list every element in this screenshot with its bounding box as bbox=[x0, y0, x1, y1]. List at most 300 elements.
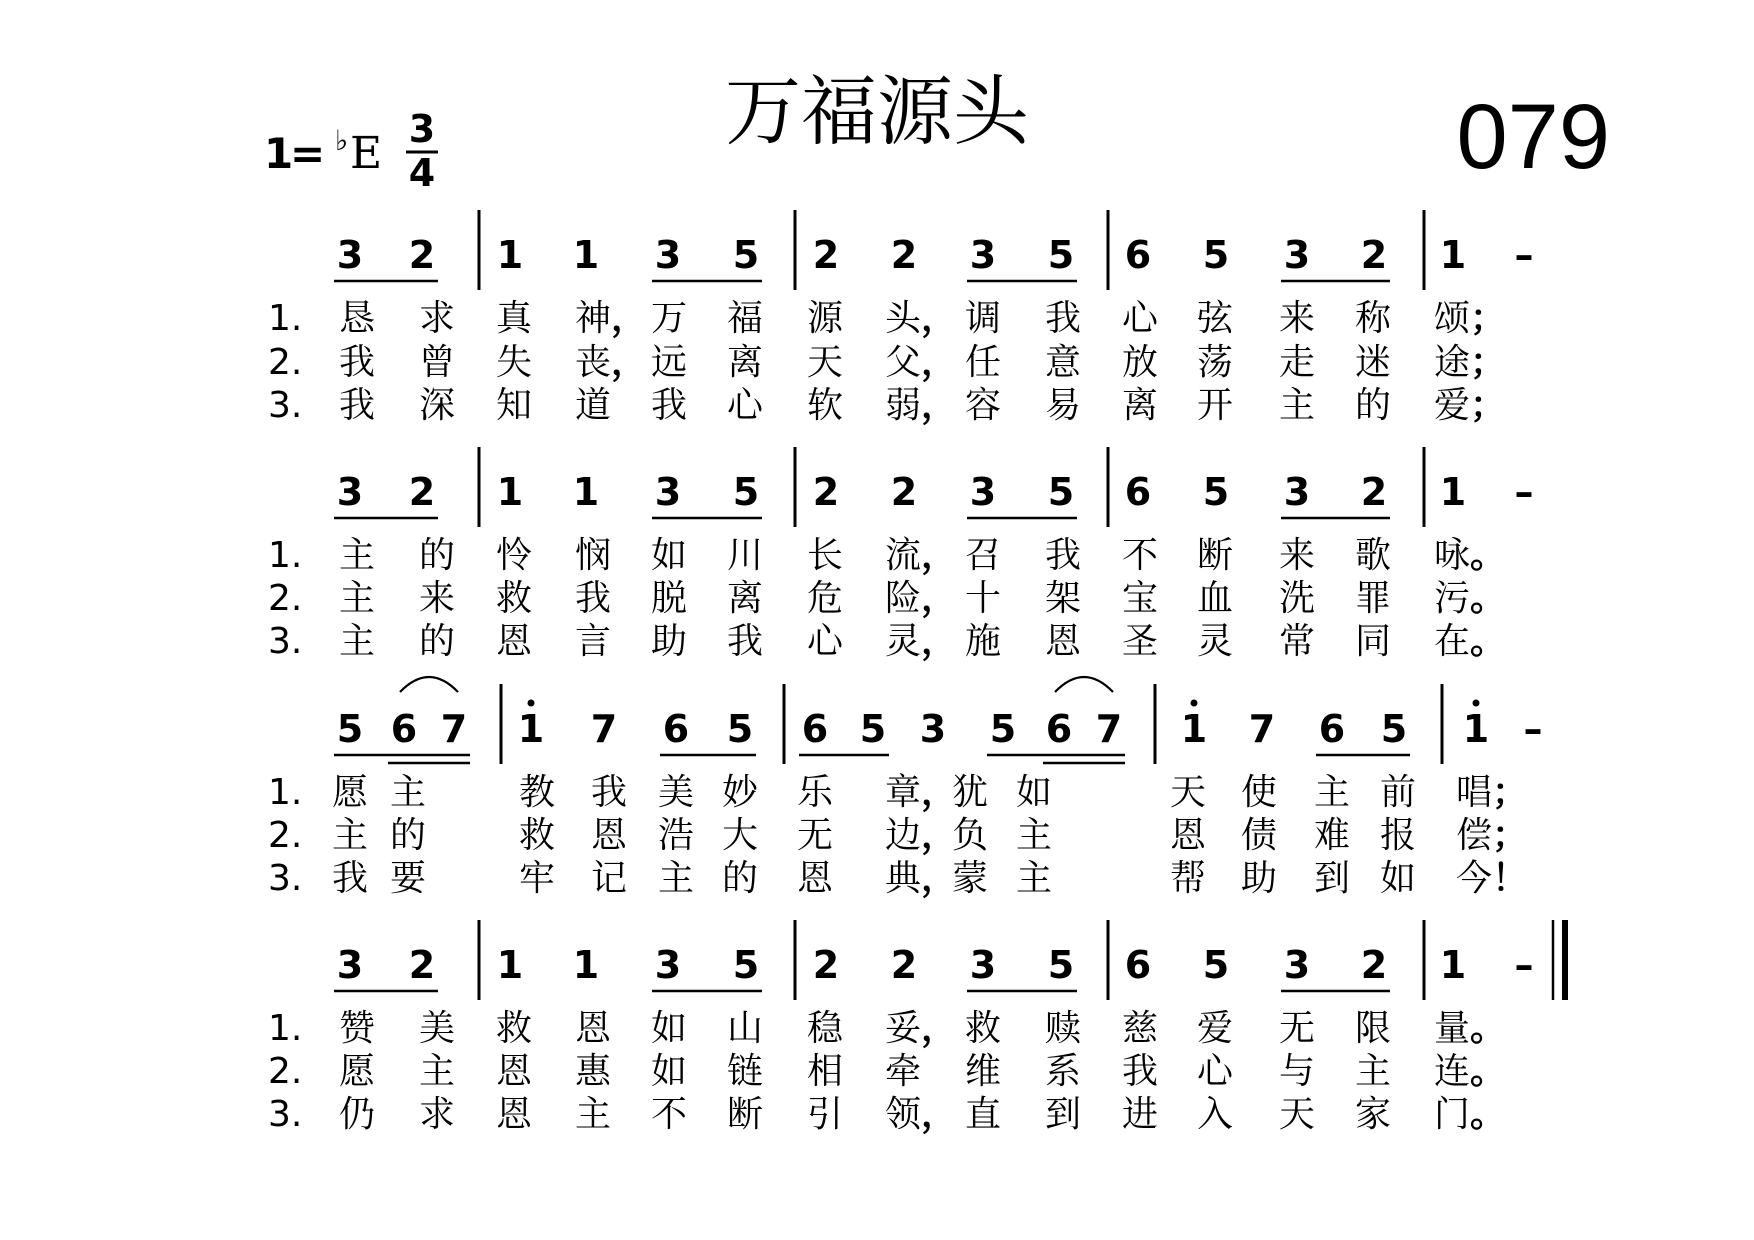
lyric-character: 主 bbox=[338, 578, 376, 619]
song-title: 万福源头 bbox=[725, 67, 1029, 156]
lyric-character: 典 bbox=[884, 858, 922, 899]
time-signature-unit: 4 bbox=[408, 151, 436, 195]
lyric-character: 弦 bbox=[1196, 298, 1234, 339]
note: 5 bbox=[1047, 233, 1075, 277]
lyric-character: 限 bbox=[1354, 1008, 1392, 1049]
note: 7 bbox=[440, 707, 468, 751]
lyric-character: 失 bbox=[495, 342, 533, 383]
score-system bbox=[268, 447, 1534, 662]
note: 6 bbox=[662, 707, 690, 751]
lyric-character: 来 bbox=[1278, 298, 1316, 339]
lyric-line bbox=[268, 578, 1506, 619]
note: 6 bbox=[1318, 707, 1346, 751]
lyric-punctuation: ， bbox=[921, 535, 958, 576]
lyric-punctuation: ， bbox=[921, 1008, 958, 1049]
lyric-character: 引 bbox=[806, 1094, 844, 1135]
lyric-character: 言 bbox=[574, 621, 612, 662]
note: 2 bbox=[812, 943, 840, 987]
lyric-character: 无 bbox=[796, 815, 834, 856]
lyric-line bbox=[268, 858, 1528, 899]
lyric-character: 长 bbox=[806, 535, 844, 576]
lyric-character: 危 bbox=[806, 578, 844, 619]
key-note: E bbox=[350, 128, 383, 179]
lyric-character: 我 bbox=[590, 772, 628, 813]
note-sustain-dash: – bbox=[1514, 470, 1534, 514]
note: 5 bbox=[989, 707, 1017, 751]
lyric-line bbox=[268, 621, 1506, 662]
lyric-character: 任 bbox=[964, 342, 1002, 383]
key-equals: = bbox=[290, 129, 326, 178]
note: 2 bbox=[890, 233, 918, 277]
lyric-character: 我 bbox=[650, 385, 688, 426]
lyric-character: 牵 bbox=[884, 1051, 922, 1092]
lyric-character: 恩 bbox=[495, 621, 533, 662]
lyric-character: 架 bbox=[1044, 578, 1082, 619]
slur-mark bbox=[1055, 677, 1113, 692]
lyric-character: 教 bbox=[518, 772, 556, 813]
verse-number: 2. bbox=[268, 342, 303, 383]
score-system bbox=[268, 677, 1543, 899]
lyric-character: 在 bbox=[1433, 621, 1471, 662]
lyric-character: 走 bbox=[1278, 342, 1316, 383]
lyric-character: 离 bbox=[1121, 385, 1159, 426]
note: 5 bbox=[859, 707, 887, 751]
note: 3 bbox=[1283, 233, 1311, 277]
lyric-character: 天 bbox=[806, 342, 844, 383]
lyric-character: 救 bbox=[518, 815, 556, 856]
lyric-character: 恳 bbox=[338, 298, 376, 339]
note: 5 bbox=[732, 470, 760, 514]
lyric-character: 流 bbox=[884, 535, 922, 576]
lyric-character: 救 bbox=[964, 1008, 1002, 1049]
lyric-character: 意 bbox=[1044, 342, 1082, 383]
lyric-character: 来 bbox=[1278, 535, 1316, 576]
lyric-punctuation: 。 bbox=[1470, 621, 1507, 662]
note: 1 bbox=[1462, 707, 1490, 751]
lyric-character: 无 bbox=[1278, 1008, 1316, 1049]
lyric-character: 脱 bbox=[650, 578, 688, 619]
lyric-character: 血 bbox=[1196, 578, 1234, 619]
lyric-character: 如 bbox=[650, 1008, 688, 1049]
lyric-character: 我 bbox=[726, 621, 764, 662]
lyric-character: 心 bbox=[726, 385, 764, 426]
lyric-character: 求 bbox=[418, 298, 456, 339]
lyric-character: 知 bbox=[495, 385, 533, 426]
note: 2 bbox=[408, 943, 436, 987]
lyric-character: 债 bbox=[1240, 815, 1278, 856]
lyric-character: 今 bbox=[1455, 858, 1493, 899]
note: 6 bbox=[1124, 470, 1152, 514]
lyric-character: 愿 bbox=[338, 1051, 376, 1092]
lyric-character: 门 bbox=[1433, 1094, 1471, 1135]
octave-dot bbox=[528, 700, 535, 707]
note: 7 bbox=[590, 707, 618, 751]
lyric-character: 天 bbox=[1169, 772, 1207, 813]
lyric-character: 称 bbox=[1354, 298, 1392, 339]
lyric-character: 迷 bbox=[1354, 342, 1392, 383]
lyric-character: 主 bbox=[338, 621, 376, 662]
lyric-character: 如 bbox=[1379, 858, 1417, 899]
note-sustain-dash: – bbox=[1523, 707, 1543, 751]
note: 3 bbox=[1283, 943, 1311, 987]
note: 5 bbox=[726, 707, 754, 751]
note: 1 bbox=[572, 233, 600, 277]
note: 6 bbox=[801, 707, 829, 751]
lyric-character: 牢 bbox=[518, 858, 556, 899]
note: 3 bbox=[919, 707, 947, 751]
lyric-character: 美 bbox=[418, 1008, 456, 1049]
lyric-character: 歌 bbox=[1354, 535, 1392, 576]
note: 5 bbox=[1380, 707, 1408, 751]
lyric-character: 心 bbox=[1196, 1051, 1234, 1092]
lyric-punctuation: ； bbox=[1492, 772, 1529, 813]
lyric-character: 恩 bbox=[1044, 621, 1082, 662]
note-sustain-dash: – bbox=[1514, 943, 1534, 987]
lyric-character: 主 bbox=[1015, 815, 1053, 856]
note: 3 bbox=[336, 470, 364, 514]
lyric-character: 我 bbox=[1044, 298, 1082, 339]
verse-number: 1. bbox=[268, 535, 303, 576]
note: 1 bbox=[572, 470, 600, 514]
lyric-character: 要 bbox=[389, 858, 427, 899]
lyric-character: 前 bbox=[1379, 772, 1417, 813]
lyric-character: 妙 bbox=[721, 772, 759, 813]
lyric-punctuation: ， bbox=[921, 858, 958, 899]
lyric-character: 不 bbox=[650, 1094, 688, 1135]
lyric-character: 求 bbox=[418, 1094, 456, 1135]
lyric-character: 主 bbox=[657, 858, 695, 899]
lyric-punctuation: ， bbox=[921, 772, 958, 813]
lyric-character: 万 bbox=[650, 298, 688, 339]
lyric-character: 悯 bbox=[574, 535, 612, 576]
lyric-character: 断 bbox=[726, 1094, 764, 1135]
lyric-punctuation: ， bbox=[921, 298, 958, 339]
lyric-character: 唱 bbox=[1455, 772, 1493, 813]
lyric-character: 恩 bbox=[590, 815, 628, 856]
lyric-character: 相 bbox=[806, 1051, 844, 1092]
note: 1 bbox=[1180, 707, 1208, 751]
lyric-character: 报 bbox=[1379, 815, 1417, 856]
key-flat-sign: ♭ bbox=[335, 124, 349, 157]
verse-number: 3. bbox=[268, 385, 303, 426]
lyric-character: 恩 bbox=[495, 1051, 533, 1092]
note: 5 bbox=[732, 233, 760, 277]
note: 1 bbox=[496, 943, 524, 987]
note: 5 bbox=[1202, 943, 1230, 987]
lyric-character: 蒙 bbox=[951, 858, 989, 899]
note: 3 bbox=[969, 943, 997, 987]
score-system bbox=[268, 210, 1534, 426]
lyric-character: 到 bbox=[1313, 858, 1351, 899]
lyric-character: 助 bbox=[650, 621, 688, 662]
note: 3 bbox=[336, 233, 364, 277]
key-signature bbox=[264, 124, 382, 179]
lyric-character: 我 bbox=[338, 342, 376, 383]
lyric-character: 主 bbox=[1354, 1051, 1392, 1092]
lyric-character: 主 bbox=[1278, 385, 1316, 426]
verse-number: 1. bbox=[268, 772, 303, 813]
lyric-character: 乐 bbox=[796, 772, 834, 813]
lyric-character: 入 bbox=[1196, 1094, 1234, 1135]
lyric-punctuation: ， bbox=[921, 342, 958, 383]
note: 2 bbox=[1360, 943, 1388, 987]
key-tonic: 1 bbox=[264, 129, 294, 178]
lyric-character: 惠 bbox=[574, 1051, 612, 1092]
lyric-character: 章 bbox=[884, 772, 922, 813]
lyric-punctuation: ， bbox=[611, 342, 648, 383]
lyric-line bbox=[268, 385, 1506, 426]
lyric-character: 链 bbox=[726, 1051, 764, 1092]
lyric-punctuation: ； bbox=[1470, 342, 1507, 383]
octave-dot bbox=[1473, 700, 1480, 707]
lyric-character: 离 bbox=[726, 578, 764, 619]
lyric-character: 不 bbox=[1121, 535, 1159, 576]
lyric-character: 赎 bbox=[1044, 1008, 1082, 1049]
lyric-character: 妥 bbox=[884, 1008, 922, 1049]
lyric-character: 如 bbox=[650, 1051, 688, 1092]
verse-number: 3. bbox=[268, 1094, 303, 1135]
lyric-punctuation: ， bbox=[921, 385, 958, 426]
lyric-character: 我 bbox=[338, 385, 376, 426]
score-systems bbox=[268, 210, 1565, 1135]
lyric-character: 开 bbox=[1196, 385, 1234, 426]
lyric-character: 主 bbox=[574, 1094, 612, 1135]
lyric-character: 灵 bbox=[1196, 621, 1234, 662]
lyric-character: 主 bbox=[331, 815, 369, 856]
lyric-character: 咏 bbox=[1433, 535, 1471, 576]
lyric-character: 与 bbox=[1278, 1051, 1316, 1092]
note: 3 bbox=[969, 470, 997, 514]
lyric-punctuation: 。 bbox=[1470, 578, 1507, 619]
lyric-character: 赞 bbox=[338, 1008, 376, 1049]
lyric-character: 同 bbox=[1354, 621, 1392, 662]
lyric-character: 圣 bbox=[1121, 621, 1159, 662]
lyric-character: 的 bbox=[389, 815, 427, 856]
lyric-character: 主 bbox=[418, 1051, 456, 1092]
note: 2 bbox=[812, 233, 840, 277]
note: 6 bbox=[1124, 233, 1152, 277]
lyric-line bbox=[268, 298, 1506, 339]
lyric-character: 仍 bbox=[338, 1094, 376, 1135]
note: 6 bbox=[390, 707, 418, 751]
lyric-line bbox=[268, 1094, 1506, 1135]
lyric-character: 边 bbox=[884, 815, 922, 856]
lyric-character: 的 bbox=[1354, 385, 1392, 426]
lyric-punctuation: ， bbox=[921, 815, 958, 856]
lyric-character: 我 bbox=[331, 858, 369, 899]
lyric-character: 险 bbox=[884, 578, 922, 619]
lyric-punctuation: ， bbox=[921, 578, 958, 619]
lyric-character: 大 bbox=[721, 815, 759, 856]
lyric-character: 途 bbox=[1433, 342, 1471, 383]
note: 2 bbox=[890, 470, 918, 514]
note: 1 bbox=[1439, 943, 1467, 987]
lyric-character: 真 bbox=[495, 298, 533, 339]
verse-number: 3. bbox=[268, 858, 303, 899]
lyric-character: 恩 bbox=[796, 858, 834, 899]
lyric-character: 救 bbox=[495, 578, 533, 619]
note: 3 bbox=[1283, 470, 1311, 514]
octave-dot bbox=[1191, 700, 1198, 707]
lyric-character: 恩 bbox=[574, 1008, 612, 1049]
lyric-character: 的 bbox=[721, 858, 759, 899]
lyric-character: 的 bbox=[418, 621, 456, 662]
note: 5 bbox=[1047, 943, 1075, 987]
note: 3 bbox=[654, 943, 682, 987]
lyric-punctuation: ； bbox=[1470, 298, 1507, 339]
lyric-character: 心 bbox=[1121, 298, 1159, 339]
lyric-character: 十 bbox=[964, 578, 1002, 619]
lyric-character: 怜 bbox=[495, 535, 533, 576]
lyric-line bbox=[268, 342, 1506, 383]
lyric-character: 神 bbox=[574, 298, 612, 339]
lyric-character: 荡 bbox=[1196, 342, 1234, 383]
lyric-punctuation: ； bbox=[1492, 815, 1529, 856]
lyric-character: 系 bbox=[1044, 1051, 1082, 1092]
lyric-character: 施 bbox=[964, 621, 1002, 662]
lyric-punctuation: 。 bbox=[1470, 1051, 1507, 1092]
lyric-character: 到 bbox=[1044, 1094, 1082, 1135]
lyric-punctuation: ！ bbox=[1492, 858, 1529, 899]
lyric-character: 常 bbox=[1278, 621, 1316, 662]
note-sustain-dash: – bbox=[1514, 233, 1534, 277]
lyric-punctuation: 。 bbox=[1470, 1094, 1507, 1135]
lyric-punctuation: 。 bbox=[1470, 1008, 1507, 1049]
lyric-character: 浩 bbox=[657, 815, 695, 856]
lyric-character: 救 bbox=[495, 1008, 533, 1049]
lyric-line bbox=[268, 815, 1528, 856]
lyric-character: 犹 bbox=[951, 772, 989, 813]
lyric-character: 道 bbox=[574, 385, 612, 426]
lyric-character: 直 bbox=[964, 1094, 1002, 1135]
note: 2 bbox=[812, 470, 840, 514]
lyric-character: 领 bbox=[884, 1094, 922, 1135]
lyric-line bbox=[268, 772, 1528, 813]
lyric-character: 灵 bbox=[884, 621, 922, 662]
note: 1 bbox=[517, 707, 545, 751]
verse-number: 3. bbox=[268, 621, 303, 662]
lyric-character: 弱 bbox=[884, 385, 922, 426]
lyric-character: 父 bbox=[884, 342, 922, 383]
slur-mark bbox=[400, 677, 458, 692]
note: 7 bbox=[1095, 707, 1123, 751]
lyric-punctuation: ， bbox=[921, 1094, 958, 1135]
note: 3 bbox=[969, 233, 997, 277]
note: 2 bbox=[408, 470, 436, 514]
lyric-character: 的 bbox=[418, 535, 456, 576]
lyric-character: 远 bbox=[650, 342, 688, 383]
lyric-character: 天 bbox=[1278, 1094, 1316, 1135]
lyric-character: 我 bbox=[1044, 535, 1082, 576]
note: 6 bbox=[1045, 707, 1073, 751]
lyric-character: 曾 bbox=[418, 342, 456, 383]
note: 5 bbox=[732, 943, 760, 987]
lyric-character: 罪 bbox=[1354, 578, 1392, 619]
note: 7 bbox=[1248, 707, 1276, 751]
lyric-character: 头 bbox=[884, 298, 922, 339]
lyric-character: 帮 bbox=[1169, 858, 1207, 899]
lyric-character: 颂 bbox=[1433, 298, 1471, 339]
lyric-line bbox=[268, 1008, 1506, 1049]
lyric-character: 山 bbox=[726, 1008, 764, 1049]
note: 1 bbox=[496, 233, 524, 277]
lyric-character: 记 bbox=[590, 858, 628, 899]
note: 3 bbox=[336, 943, 364, 987]
lyric-character: 主 bbox=[338, 535, 376, 576]
note: 2 bbox=[408, 233, 436, 277]
lyric-character: 连 bbox=[1433, 1051, 1471, 1092]
lyric-character: 污 bbox=[1433, 578, 1471, 619]
lyric-character: 量 bbox=[1433, 1008, 1471, 1049]
verse-number: 1. bbox=[268, 298, 303, 339]
lyric-character: 宝 bbox=[1121, 578, 1159, 619]
lyric-character: 偿 bbox=[1455, 815, 1493, 856]
lyric-character: 恩 bbox=[1169, 815, 1207, 856]
lyric-character: 川 bbox=[726, 535, 764, 576]
lyric-character: 断 bbox=[1196, 535, 1234, 576]
lyric-punctuation: ； bbox=[1470, 385, 1507, 426]
lyric-character: 调 bbox=[964, 298, 1002, 339]
lyric-character: 召 bbox=[964, 535, 1002, 576]
lyric-character: 助 bbox=[1240, 858, 1278, 899]
lyric-character: 慈 bbox=[1121, 1008, 1159, 1049]
verse-number: 2. bbox=[268, 815, 303, 856]
note: 2 bbox=[1360, 233, 1388, 277]
note: 2 bbox=[890, 943, 918, 987]
lyric-character: 易 bbox=[1044, 385, 1082, 426]
verse-number: 1. bbox=[268, 1008, 303, 1049]
lyric-character: 离 bbox=[726, 342, 764, 383]
lyric-character: 容 bbox=[964, 385, 1002, 426]
lyric-punctuation: ， bbox=[921, 621, 958, 662]
lyric-character: 我 bbox=[1121, 1051, 1159, 1092]
lyric-character: 福 bbox=[726, 298, 764, 339]
lyric-character: 负 bbox=[951, 815, 989, 856]
note: 3 bbox=[654, 470, 682, 514]
time-signature bbox=[406, 107, 438, 195]
note: 1 bbox=[1439, 233, 1467, 277]
lyric-character: 如 bbox=[1015, 772, 1053, 813]
lyric-character: 使 bbox=[1240, 772, 1278, 813]
note: 5 bbox=[1202, 470, 1230, 514]
lyric-character: 主 bbox=[1313, 772, 1351, 813]
verse-number: 2. bbox=[268, 1051, 303, 1092]
lyric-line bbox=[268, 1051, 1506, 1092]
note: 2 bbox=[1360, 470, 1388, 514]
verse-number: 2. bbox=[268, 578, 303, 619]
lyric-character: 难 bbox=[1313, 815, 1351, 856]
lyric-character: 心 bbox=[806, 621, 844, 662]
lyric-character: 如 bbox=[650, 535, 688, 576]
lyric-character: 主 bbox=[389, 772, 427, 813]
lyric-character: 稳 bbox=[806, 1008, 844, 1049]
lyric-line bbox=[268, 535, 1506, 576]
lyric-character: 丧 bbox=[574, 342, 612, 383]
lyric-character: 深 bbox=[418, 385, 456, 426]
note: 5 bbox=[1202, 233, 1230, 277]
note: 5 bbox=[1047, 470, 1075, 514]
lyric-character: 软 bbox=[806, 385, 844, 426]
lyric-punctuation: ， bbox=[611, 298, 648, 339]
note: 1 bbox=[572, 943, 600, 987]
lyric-character: 进 bbox=[1121, 1094, 1159, 1135]
lyric-character: 洗 bbox=[1278, 578, 1316, 619]
lyric-character: 源 bbox=[806, 298, 844, 339]
lyric-character: 来 bbox=[418, 578, 456, 619]
lyric-character: 家 bbox=[1354, 1094, 1392, 1135]
lyric-character: 我 bbox=[574, 578, 612, 619]
lyric-character: 愿 bbox=[331, 772, 369, 813]
